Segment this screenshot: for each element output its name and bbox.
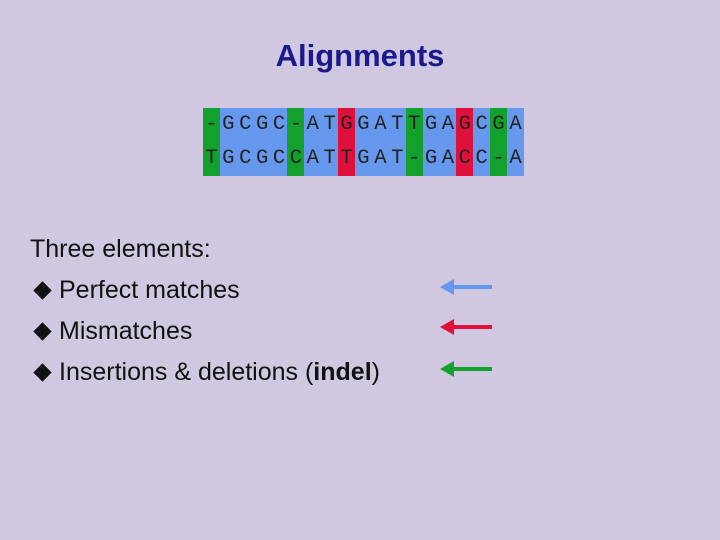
alignment-cell: T: [321, 108, 338, 142]
alignment-cell: G: [254, 108, 271, 142]
alignment-cell: A: [507, 108, 524, 142]
alignment-cell: T: [389, 108, 406, 142]
arrow-left-icon: [438, 357, 498, 381]
sequence-alignment: [203, 108, 524, 176]
alignment-cell: A: [439, 108, 456, 142]
alignment-cell: G: [423, 108, 440, 142]
alignment-cell: A: [304, 108, 321, 142]
bullet-diamond-icon: [33, 363, 51, 381]
alignment-cell: A: [372, 108, 389, 142]
indel-bold-text: indel: [313, 358, 372, 386]
alignment-cell: C: [456, 142, 473, 176]
alignment-cell: G: [220, 142, 237, 176]
alignment-cell: A: [507, 142, 524, 176]
alignment-cell: T: [338, 142, 355, 176]
bullet-diamond-icon: [33, 281, 51, 299]
alignment-cell: C: [473, 108, 490, 142]
sequence-row-2: [203, 142, 524, 176]
alignment-cell: T: [406, 108, 423, 142]
alignment-cell: C: [271, 142, 288, 176]
bullet-perfect-matches: [31, 270, 380, 311]
alignment-cell: G: [338, 108, 355, 142]
sequence-row-1: [203, 108, 524, 142]
alignment-cell: G: [490, 108, 507, 142]
bullet-mismatches: [31, 311, 380, 352]
alignment-cell: C: [473, 142, 490, 176]
alignment-cell: -: [490, 142, 507, 176]
arrow-left-icon: [438, 275, 498, 299]
alignment-cell: A: [372, 142, 389, 176]
alignment-cell: -: [287, 108, 304, 142]
alignment-cell: C: [271, 108, 288, 142]
bullet-label: Perfect matches: [59, 276, 240, 304]
alignment-cell: A: [439, 142, 456, 176]
indel-prefix: Insertions & deletions (: [59, 358, 314, 386]
alignment-cell: G: [254, 142, 271, 176]
alignment-cell: C: [237, 142, 254, 176]
slide-title: Alignments: [275, 38, 445, 73]
alignment-cell: T: [389, 142, 406, 176]
alignment-cell: -: [406, 142, 423, 176]
alignment-cell: G: [355, 108, 372, 142]
bullet-label: Mismatches: [59, 317, 193, 345]
intro-text: Three elements:: [30, 235, 211, 263]
alignment-cell: C: [237, 108, 254, 142]
alignment-cell: T: [203, 142, 220, 176]
alignment-cell: C: [287, 142, 304, 176]
slide-body: [30, 229, 380, 393]
bullet-diamond-icon: [33, 322, 51, 340]
bullet-indels: [31, 352, 380, 393]
alignment-cell: G: [423, 142, 440, 176]
alignment-cell: A: [304, 142, 321, 176]
alignment-cell: G: [220, 108, 237, 142]
alignment-cell: G: [355, 142, 372, 176]
alignment-cell: -: [203, 108, 220, 142]
alignment-cell: T: [321, 142, 338, 176]
alignment-cell: G: [456, 108, 473, 142]
arrow-left-icon: [438, 315, 498, 339]
bullet-label: [59, 352, 380, 393]
indel-suffix: ): [371, 358, 380, 386]
